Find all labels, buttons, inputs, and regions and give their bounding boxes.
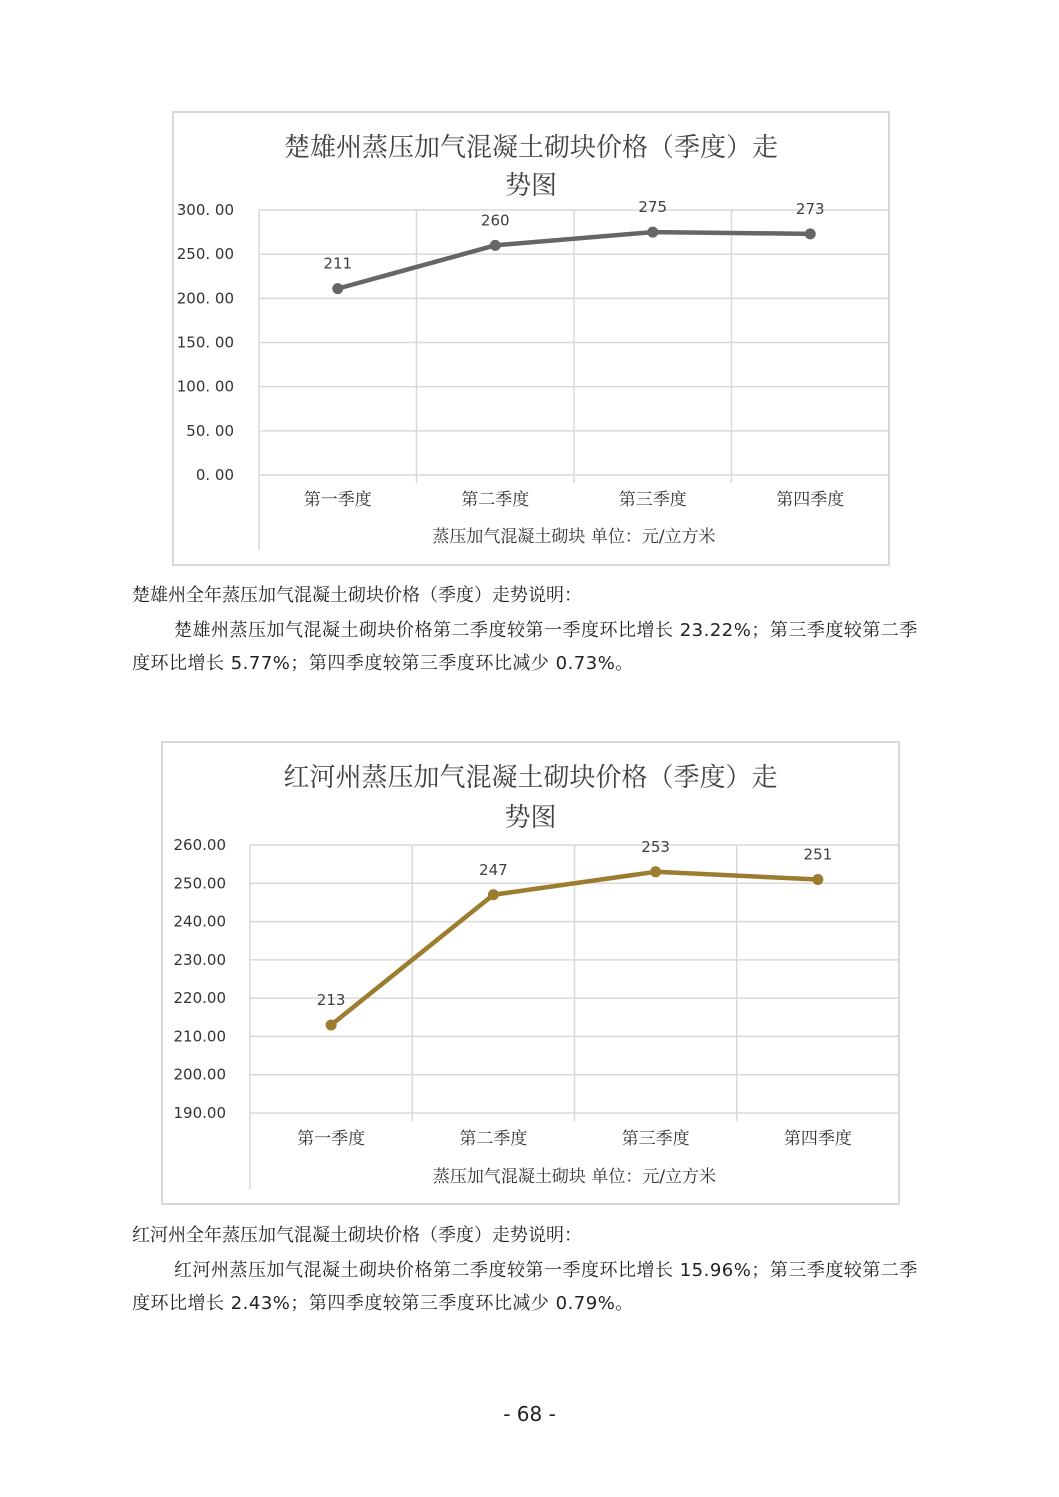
data-point [488,889,499,900]
chart-chuxiong [172,111,890,566]
y-tick-label: 250.00 [173,874,226,893]
page-number: - 68 - [503,1402,556,1426]
chart-title-line1: 楚雄州蒸压加气混凝土砌块价格（季度）走 [283,133,778,163]
y-tick-label: 100. 00 [176,377,234,396]
x-category-label: 第二季度 [461,490,530,510]
y-tick-label: 230.00 [173,950,226,969]
y-tick-label: 200. 00 [176,289,234,308]
y-tick-label: 150. 00 [176,333,234,352]
y-tick-label: 0. 00 [195,466,234,484]
chart-title-line2: 势图 [504,171,557,201]
x-category-label: 第三季度 [618,490,687,510]
y-tick-label: 240.00 [173,912,226,931]
x-category-label: 第三季度 [621,1129,690,1149]
data-label: 247 [479,860,508,879]
data-label: 251 [803,845,833,864]
x-axis-caption: 蒸压加气混凝土砌块 单位：元/立方米 [432,1167,717,1187]
data-point [332,283,343,294]
x-category-label: 第一季度 [303,490,372,510]
y-tick-label: 200.00 [173,1065,226,1084]
data-point [812,874,823,885]
chart-title-line1: 红河州蒸压加气混凝土砌块价格（季度）走 [283,763,778,793]
data-label: 275 [638,198,668,217]
data-point [650,866,661,877]
x-category-label: 第四季度 [783,1129,852,1149]
data-label: 260 [480,211,510,230]
y-tick-label: 250. 00 [176,245,234,264]
x-category-label: 第二季度 [459,1129,528,1149]
y-tick-label: 210.00 [173,1027,226,1046]
chart-title-line2: 势图 [504,803,557,833]
note-heading: 楚雄州全年蒸压加气混凝土砌块价格（季度）走势说明： [132,585,582,606]
y-tick-label: 300. 00 [176,201,234,219]
note-body: 楚雄州蒸压加气混凝土砌块价格第二季度较第一季度环比增长 23.22%；第三季度较第二季度环比增长 5.77%；第四季度较第三季度环比减少 0.73%。 [132,620,918,674]
chart-plot [174,113,892,568]
data-point [647,227,658,238]
y-tick-label: 50. 00 [186,421,234,440]
note-heading: 红河州全年蒸压加气混凝土砌块价格（季度）走势说明： [132,1225,582,1246]
x-category-label: 第四季度 [776,490,845,510]
chart-honghe [161,741,900,1205]
data-label: 213 [316,990,346,1009]
data-label: 211 [323,254,353,273]
data-point [490,240,501,251]
data-point [805,228,816,239]
note-body: 红河州蒸压加气混凝土砌块价格第二季度较第一季度环比增长 15.96%；第三季度较第二季度环比增长 2.43%；第四季度较第三季度环比减少 0.79%。 [132,1260,918,1314]
data-point [326,1019,337,1030]
chart-plot [163,743,902,1207]
data-label: 253 [641,837,670,856]
y-tick-label: 220.00 [173,989,226,1008]
x-axis-caption: 蒸压加气混凝土砌块 单位：元/立方米 [432,527,716,547]
data-label: 273 [795,199,825,218]
y-tick-label: 260.00 [173,836,226,854]
y-tick-label: 190.00 [173,1104,226,1122]
x-category-label: 第一季度 [297,1129,366,1149]
